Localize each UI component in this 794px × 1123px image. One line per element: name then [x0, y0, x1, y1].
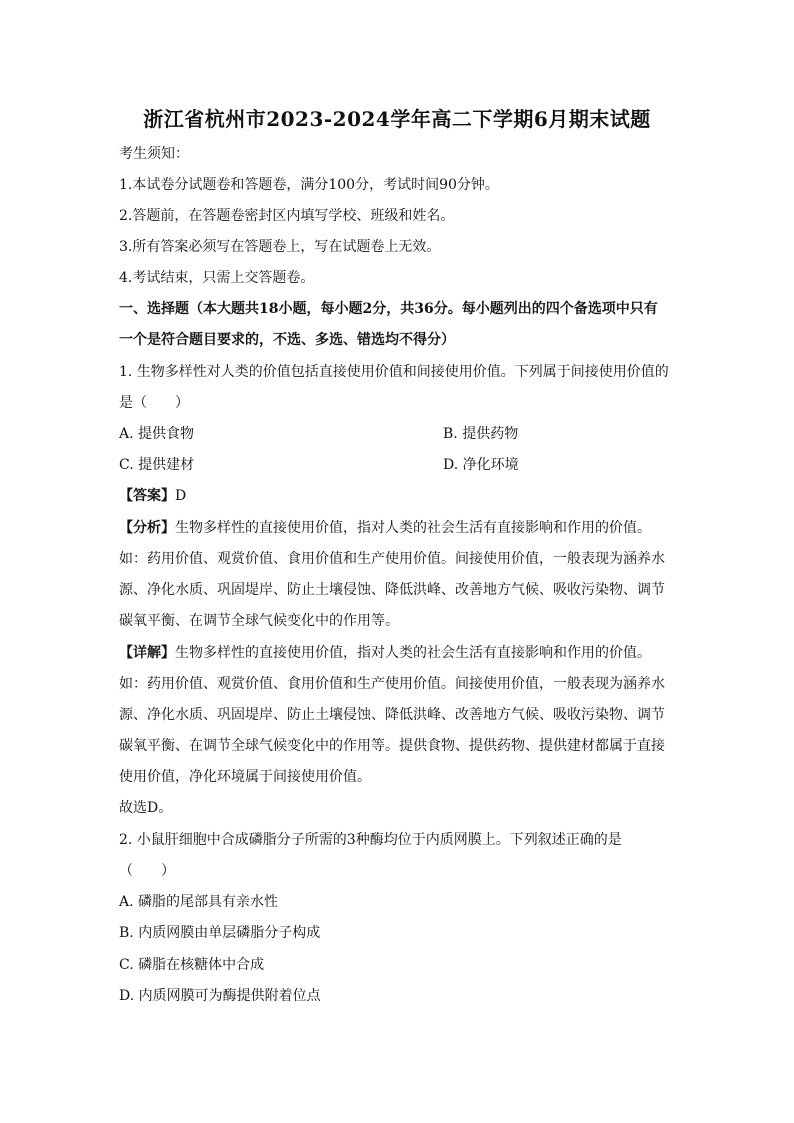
notice-item-2: 2.答题前，在答题卷密封区内填写学校、班级和姓名。	[119, 208, 455, 224]
q1-detail-line-2: 如：药用价值、观赏价值、食用价值和生产使用价值。间接使用价值，一般表现为涵养水	[119, 676, 665, 692]
q1-analysis-line-4: 碳氧平衡、在调节全球气候变化中的作用等。	[119, 613, 399, 629]
notice-item-3: 3.所有答案必须写在答题卷上，写在试题卷上无效。	[119, 239, 441, 255]
q1-answer	[119, 486, 186, 506]
q1-option-c: C. 提供建材	[119, 457, 195, 473]
q1-option-a: A. 提供食物	[119, 426, 195, 442]
q1-stem-line-2: 是（ ）	[119, 395, 189, 411]
notice-heading: 考生须知：	[119, 146, 189, 162]
q1-analysis-line-2: 如：药用价值、观赏价值、食用价值和生产使用价值。间接使用价值，一般表现为涵养水	[119, 551, 665, 567]
answer-label: 【答案】	[119, 488, 175, 504]
page-title: 浙江省杭州市2023-2024学年高二下学期6月期末试题	[143, 107, 651, 131]
q2-stem-line-1: 2. 小鼠肝细胞中合成磷脂分子所需的3种酶均位于内质网膜上。下列叙述正确的是	[119, 832, 622, 848]
analysis-label: 【分析】	[119, 520, 175, 536]
section-heading-line-2: 一个是符合题目要求的，不选、多选、错选均不得分）	[119, 332, 455, 348]
q1-detail-line-1	[119, 643, 651, 663]
detail-label: 【详解】	[119, 645, 175, 661]
notice-item-1: 1.本试卷分试题卷和答题卷，满分100分，考试时间90分钟。	[119, 177, 499, 193]
q2-option-a: A. 磷脂的尾部具有亲水性	[119, 894, 279, 910]
q2-stem-line-2: （ ）	[119, 863, 175, 879]
q2-option-d: D. 内质网膜可为酶提供附着位点	[119, 988, 321, 1004]
q1-option-b: B. 提供药物	[443, 426, 519, 442]
answer-value: D	[175, 488, 187, 504]
q1-conclusion: 故选D。	[119, 800, 173, 816]
q1-analysis-line-1	[119, 518, 651, 538]
q1-option-d: D. 净化环境	[443, 457, 519, 473]
q1-analysis-line-3: 源、净化水质、巩固堤岸、防止土壤侵蚀、降低洪峰、改善地方气候、吸收污染物、调节	[119, 582, 665, 598]
analysis-text: 生物多样性的直接使用价值，指对人类的社会生活有直接影响和作用的价值。	[175, 520, 651, 536]
section-heading-line-1: 一、选择题（本大题共18小题，每小题2分，共36分。每小题列出的四个备选项中只有	[119, 301, 658, 317]
notice-item-4: 4.考试结束，只需上交答题卷。	[119, 270, 315, 286]
q1-detail-line-3: 源、净化水质、巩固堤岸、防止土壤侵蚀、降低洪峰、改善地方气候、吸收污染物、调节	[119, 707, 665, 723]
q1-detail-line-5: 使用价值，净化环境属于间接使用价值。	[119, 769, 371, 785]
q1-stem-line-1: 1. 生物多样性对人类的价值包括直接使用价值和间接使用价值。下列属于间接使用价值的	[119, 364, 669, 380]
q2-option-b: B. 内质网膜由单层磷脂分子构成	[119, 925, 321, 941]
detail-text: 生物多样性的直接使用价值，指对人类的社会生活有直接影响和作用的价值。	[175, 645, 651, 661]
q1-detail-line-4: 碳氧平衡、在调节全球气候变化中的作用等。提供食物、提供药物、提供建材都属于直接	[119, 738, 665, 754]
q2-option-c: C. 磷脂在核糖体中合成	[119, 957, 265, 973]
